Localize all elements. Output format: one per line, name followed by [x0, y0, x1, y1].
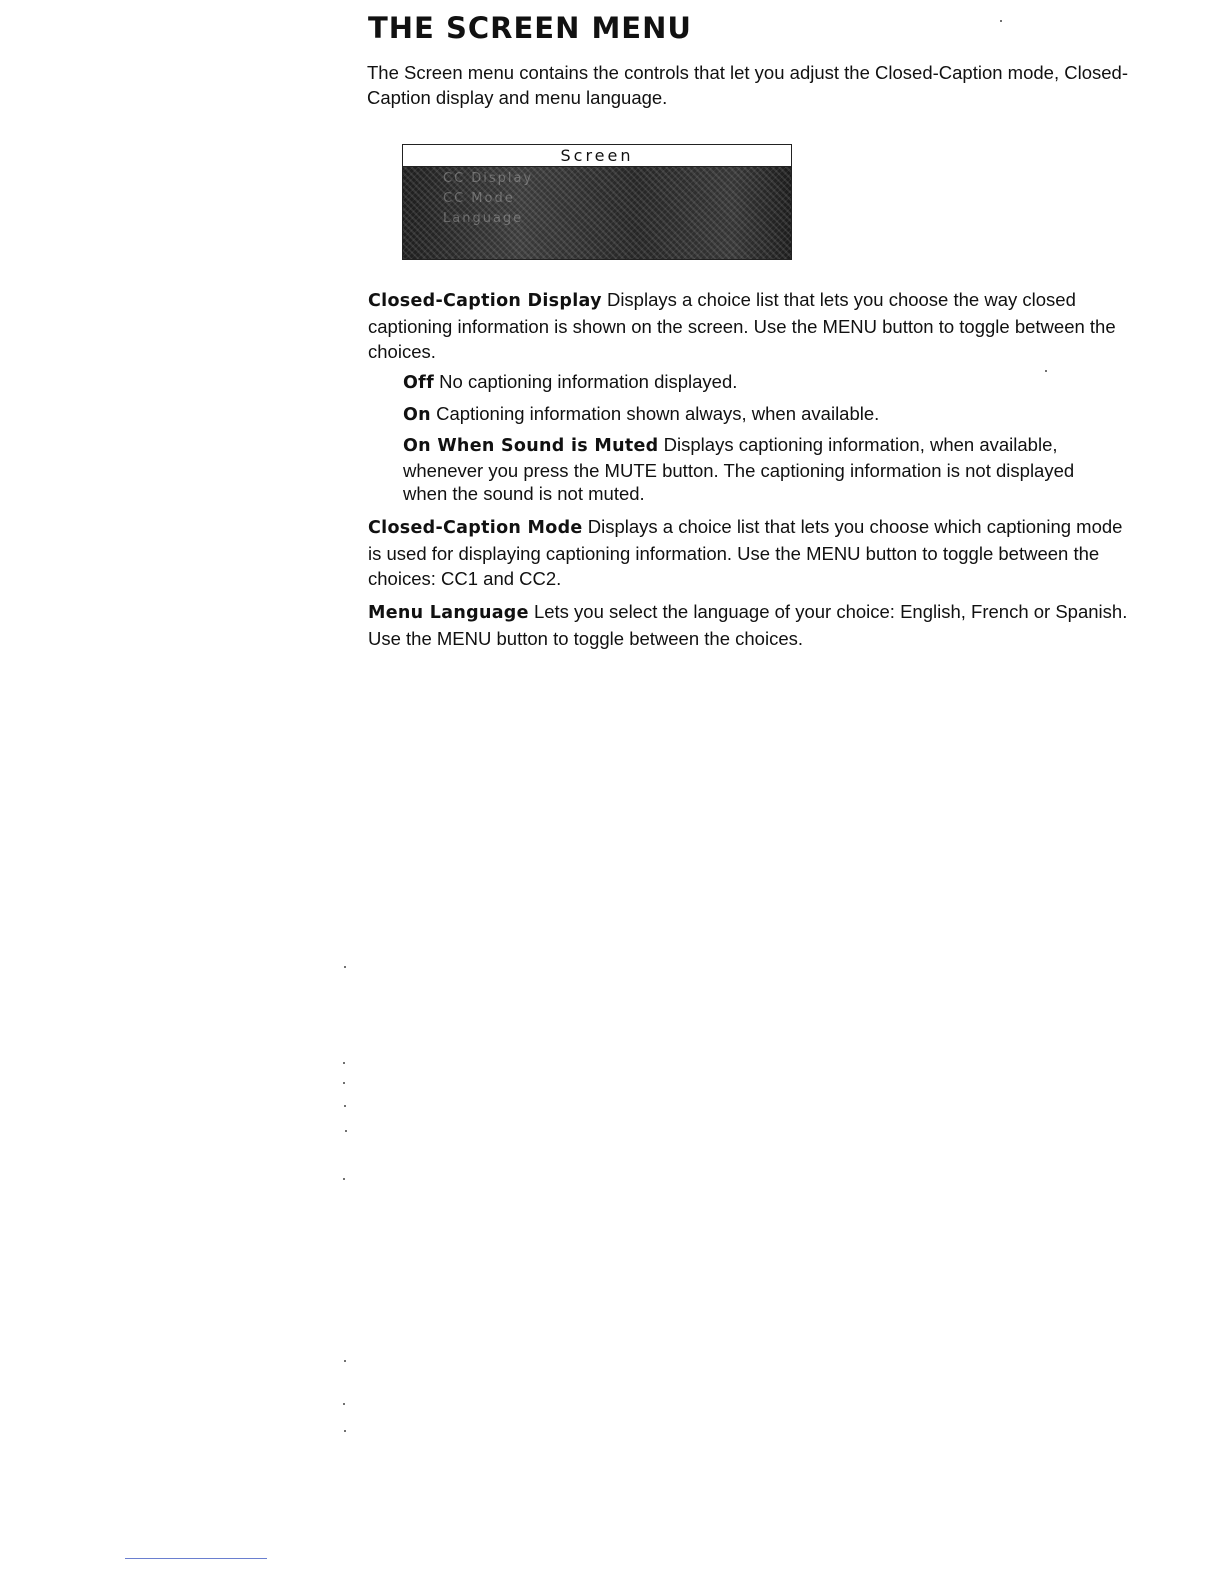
page-title: THE SCREEN MENU — [368, 11, 692, 40]
scan-speck — [344, 1105, 346, 1107]
off-text: No captioning information displayed. — [434, 371, 738, 392]
on-muted-text: Displays captioning information, when available, whenever you press the MUTE button. The captioning information is not displayed when the sound is not muted. — [403, 434, 1075, 504]
scan-speck — [343, 1062, 345, 1064]
screen-menu-item: CC Mode — [443, 191, 515, 206]
on-term: On — [403, 404, 431, 425]
cc-display-term: Closed-Caption Display — [368, 291, 602, 311]
screen-menu-item: Language — [443, 211, 524, 226]
menu-language-term: Menu Language — [368, 602, 529, 623]
off-paragraph — [368, 370, 1103, 396]
screen-menu-image — [402, 144, 792, 260]
scan-speck — [344, 966, 346, 968]
on-muted-paragraph — [368, 433, 1103, 506]
screen-menu-title: Screen — [403, 145, 791, 167]
body-text — [368, 287, 1138, 657]
screen-menu-body — [403, 167, 791, 259]
scan-speck — [343, 1178, 345, 1180]
scan-speck — [344, 1360, 346, 1362]
scan-speck — [344, 1430, 346, 1432]
cc-mode-term: Closed-Caption Mode — [368, 517, 583, 538]
off-term: Off — [403, 373, 435, 393]
scan-speck — [345, 1130, 347, 1132]
on-muted-term: On When Sound is Muted — [403, 436, 659, 456]
scan-speck — [1045, 370, 1047, 372]
intro-paragraph: The Screen menu contains the controls that let you adjust the Closed-Caption mode, Closed-Caption display and menu language. — [367, 62, 1128, 108]
cc-mode-text: Displays a choice list that lets you choose which captioning mode is used for displaying captioning information. Use the MENU button to toggle between the choices: CC1 and CC2. — [368, 515, 1123, 589]
menu-language-paragraph — [368, 599, 1138, 651]
cc-mode-paragraph — [368, 514, 1138, 591]
screen-menu-item: CC Display — [443, 171, 534, 186]
on-paragraph — [368, 402, 1103, 428]
cc-display-paragraph — [368, 287, 1138, 364]
scan-speck — [1000, 20, 1002, 22]
scan-speck — [343, 1082, 345, 1084]
menu-language-text: Lets you select the language of your choice: English, French or Spanish. Use the MENU button to toggle between the choices. — [368, 600, 1128, 649]
on-text: Captioning information shown always, when available. — [430, 402, 880, 424]
footer-rule — [125, 1558, 267, 1559]
scan-speck — [343, 1403, 345, 1405]
cc-display-text: Displays a choice list that lets you choose the way closed captioning information is shown on the screen. Use the MENU button to toggle between the choices. — [368, 289, 1116, 362]
